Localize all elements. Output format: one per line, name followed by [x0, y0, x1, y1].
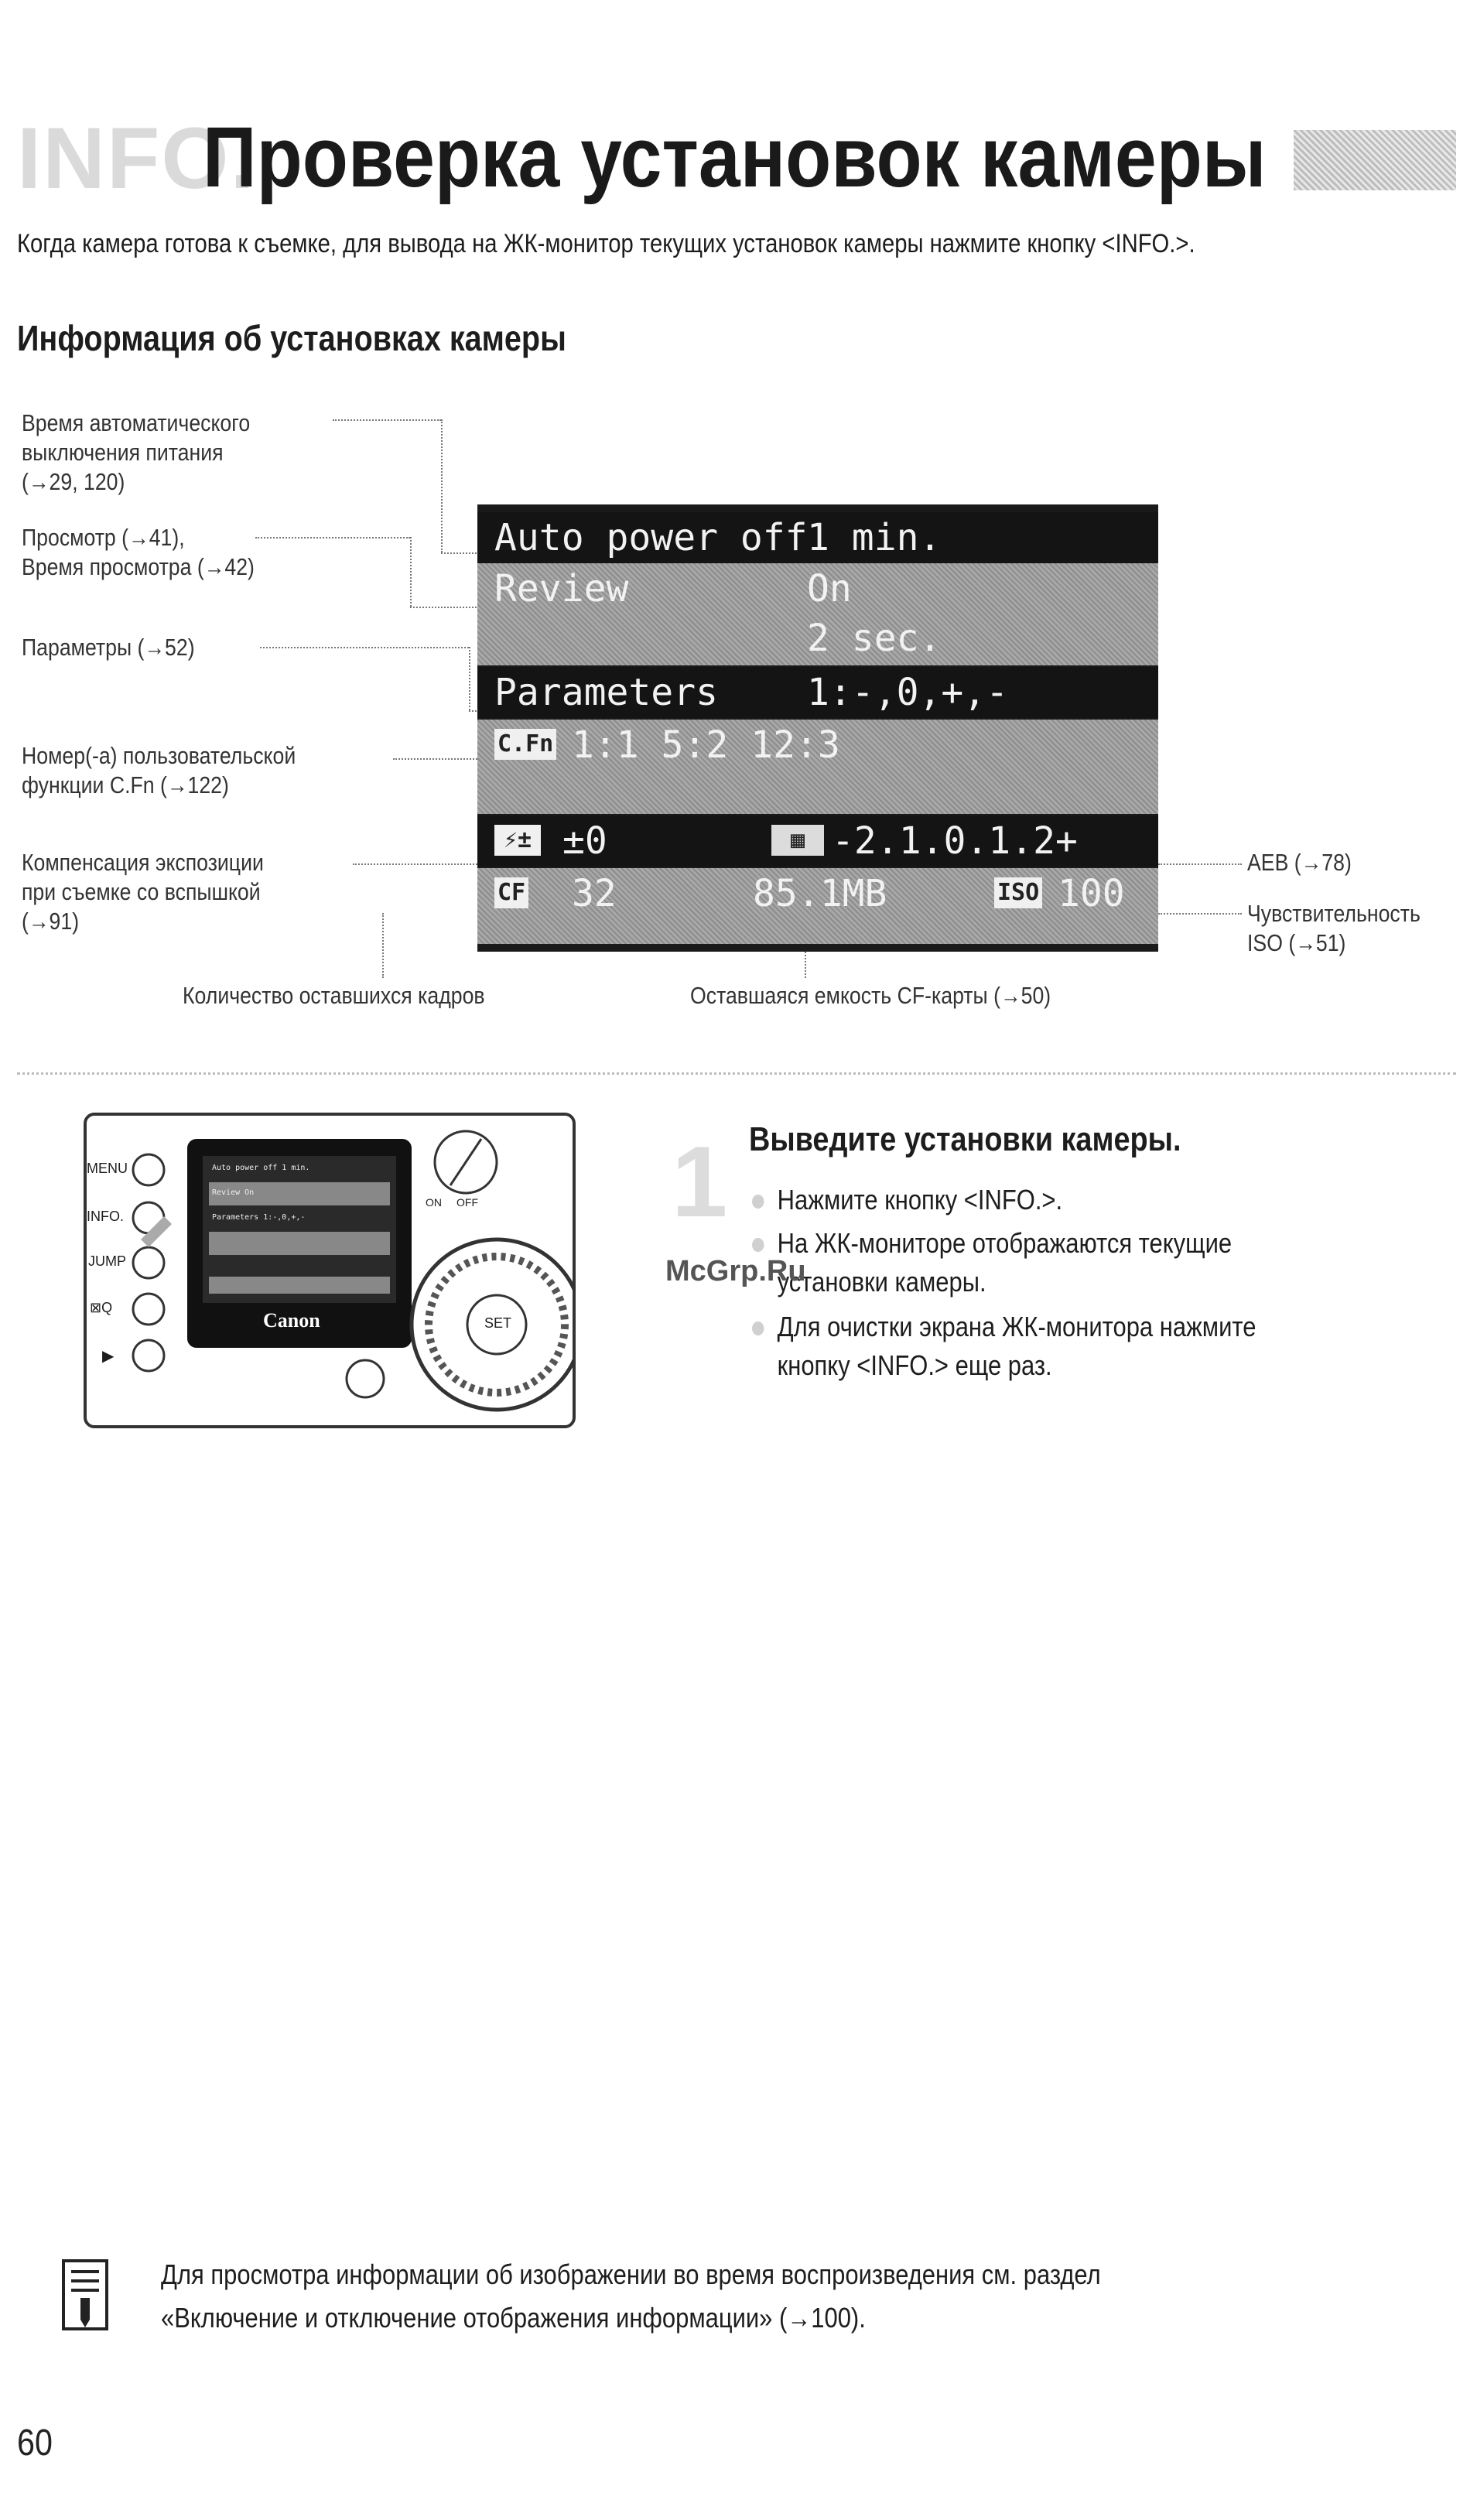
- section-divider: [17, 1072, 1456, 1075]
- iso-icon: ISO: [994, 877, 1042, 908]
- leader-line: [410, 537, 412, 607]
- label-flash-comp: Компенсация экспозиции при съемке со вспышкой (→91): [22, 849, 264, 935]
- cf-card-icon: CF: [494, 877, 528, 908]
- title-info-word: INFO.: [17, 110, 256, 207]
- label-auto-power-off: Время автоматического выключения питания (→29, 120): [22, 409, 251, 495]
- note-text: Для просмотра информации об изображении во время воспроизведения см. раздел «Включение и отключение отображения информации» (→100).: [161, 2258, 1101, 2334]
- leader-line: [441, 552, 480, 554]
- aeb-icon: ▦: [771, 825, 824, 856]
- set-label: SET: [484, 1315, 512, 1331]
- leader-line: [353, 863, 480, 865]
- leader-line: [1158, 913, 1242, 915]
- intro-text: Когда камера готова к съемке, для вывода на ЖК-монитор текущих установок камеры нажмите кнопку <INFO.>.: [17, 229, 1195, 258]
- leader-line: [410, 607, 480, 608]
- lcd-row-auto-power-off: Auto power off 1 min.: [477, 512, 1158, 563]
- note-icon: [62, 2259, 108, 2330]
- lcd-row-parameters: Parameters 1:-,0,+,-: [477, 667, 1158, 718]
- lcd-info-screen: [477, 504, 1158, 952]
- page-number: 60: [17, 2423, 53, 2464]
- leader-line: [393, 758, 480, 760]
- leader-line: [260, 647, 469, 648]
- step-bullet: Нажмите кнопку <INFO.>.: [752, 1181, 1062, 1219]
- flash-compensation-icon: ⚡±: [494, 825, 541, 856]
- bullet-icon: [752, 1238, 764, 1252]
- step-bullet: Для очистки экрана ЖК-монитора нажмите кнопку <INFO.> еще раз.: [752, 1308, 1256, 1385]
- leader-line: [1158, 863, 1242, 865]
- step-number: 1: [672, 1125, 728, 1238]
- leader-line: [469, 647, 470, 710]
- label-shots-remaining: Количество оставшихся кадров: [183, 982, 485, 1009]
- bullet-icon: [752, 1195, 764, 1209]
- leader-line: [255, 537, 410, 539]
- title-decoration: [1294, 130, 1456, 190]
- cfn-icon: C.Fn: [494, 729, 556, 760]
- menu-button-label: MENU: [87, 1161, 128, 1176]
- label-cf-capacity: Оставшаяся емкость CF-карты (→50): [690, 982, 1051, 1009]
- camera-screen-line: Review On: [212, 1188, 255, 1197]
- on-label: ON: [426, 1196, 442, 1209]
- camera-drawing: [87, 1116, 573, 1425]
- lcd-row-cf-iso: CF 32 85.1MB ISO 100: [477, 868, 1158, 944]
- page-title-block: [17, 108, 1464, 207]
- label-review: Просмотр (→41), Время просмотра (→42): [22, 524, 255, 580]
- camera-screen-line: Auto power off 1 min.: [212, 1164, 310, 1172]
- watermark: McGrp.Ru: [665, 1255, 806, 1287]
- camera-screen-line: Parameters 1:-,0,+,-: [212, 1213, 306, 1222]
- bullet-icon: [752, 1322, 764, 1335]
- jump-button-label: JUMP: [88, 1253, 126, 1269]
- step-title: Выведите установки камеры.: [749, 1120, 1181, 1158]
- label-cfn: Номер(-а) пользовательской функции C.Fn (→122): [22, 742, 296, 798]
- erase-button: [347, 1360, 384, 1397]
- lcd-row-review: Review On 2 sec.: [477, 563, 1158, 665]
- page-title: Проверка установок камеры: [203, 110, 1267, 205]
- playback-button-label: ▶: [102, 1348, 115, 1365]
- camera-back-illustration: [84, 1113, 576, 1428]
- section-heading: Информация об установках камеры: [17, 318, 566, 358]
- enlarge-button-label: ⊠Q: [90, 1300, 113, 1315]
- label-aeb: AEB (→78): [1247, 849, 1352, 876]
- camera-brand: Canon: [263, 1309, 320, 1332]
- off-label: OFF: [456, 1196, 478, 1209]
- leader-line: [441, 419, 443, 552]
- leader-line: [382, 913, 384, 978]
- lcd-row-flash-aeb: ⚡± ±0 ▦ -2.1.0.1.2+: [477, 815, 1158, 867]
- label-iso: Чувствительность ISO (→51): [1247, 900, 1421, 956]
- label-parameters: Параметры (→52): [22, 634, 195, 661]
- leader-line: [333, 419, 441, 421]
- info-button-label: INFO.: [87, 1209, 124, 1224]
- step-bullet: На ЖК-мониторе отображаются текущие установки камеры.: [752, 1224, 1232, 1301]
- lcd-row-cfn: C.Fn 1:1 5:2 12:3: [477, 720, 1158, 814]
